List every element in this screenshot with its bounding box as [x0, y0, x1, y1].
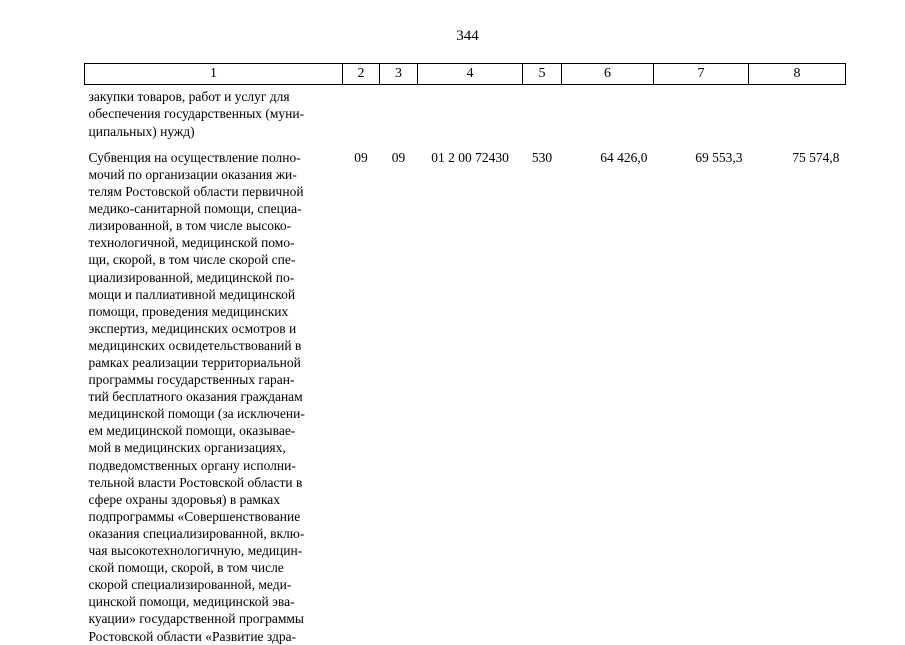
column-header: 4 [418, 64, 523, 85]
description-line: подпрограммы «Совершенствование [88, 508, 301, 524]
row-spacer [85, 140, 846, 149]
description-line: телям Ростовской области первичной [88, 184, 304, 200]
description-line: скорой специализированной, меди- [88, 577, 292, 593]
column-header: 5 [523, 64, 562, 85]
row-description [85, 149, 343, 645]
page-number: 344 [456, 28, 479, 44]
column-header: 7 [654, 64, 749, 85]
subsection-code: 09 [391, 149, 406, 165]
description-line: мочий по организации оказания жи- [88, 166, 297, 182]
description-line: технологичной, медицинской помо- [88, 235, 295, 251]
description-line: тий бесплатного оказания гражданам [88, 389, 303, 405]
description-line: помощи, проведения медицинских [88, 303, 289, 319]
description-line: закупки товаров, работ и услуг для [88, 89, 290, 104]
column-header: 6 [562, 64, 654, 85]
amount-year-2: 69 553,3 [695, 149, 743, 165]
description-line: чая высокотехнологичную, медицин- [88, 543, 303, 559]
description-line: лизированной, в том числе высоко- [88, 218, 292, 234]
description-line: рамках реализации территориальной [88, 355, 301, 371]
section-code: 09 [354, 149, 368, 165]
description-line: ципальных) нужд) [88, 123, 195, 139]
amount-year-1: 64 426,0 [600, 149, 648, 165]
description-line: экспертиз, медицинских осмотров и [88, 320, 297, 336]
description-line: ем медицинской помощи, оказывае- [88, 423, 296, 439]
column-header: 3 [380, 64, 418, 85]
description-line: мой в медицинских организациях, [88, 440, 286, 456]
description-line: сфере охраны здоровья) в рамках [88, 491, 281, 507]
description-line: мощи и паллиативной медицинской [88, 286, 296, 302]
column-header: 2 [343, 64, 380, 85]
column-header: 8 [749, 64, 846, 85]
table-row-continued [85, 85, 846, 140]
description-line: щи, скорой, в том числе скорой спе- [88, 252, 296, 268]
description-line: оказания специализированной, вклю- [88, 525, 305, 541]
table-row [85, 149, 846, 645]
expense-type-code: 530 [531, 149, 553, 165]
description-line: медико-санитарной помощи, специа- [88, 201, 302, 217]
description-line: обеспечения государственных (муни- [88, 106, 305, 122]
amount-year-3: 75 574,8 [792, 149, 840, 165]
description-line: ской помощи, скорой, в том числе [88, 560, 284, 576]
target-article-code: 01 2 00 72430 [431, 149, 509, 165]
description-line: медицинских освидетельствований в [88, 337, 302, 353]
description-line: циализированной, медицинской по- [88, 269, 295, 285]
budget-table [84, 63, 846, 645]
description-line: программы государственных гаран- [88, 372, 295, 388]
description-line: Субвенция на осуществление полно- [88, 149, 301, 165]
description-line: цинской помощи, медицинской эва- [88, 594, 295, 610]
description-line: подведомственных органу исполни- [88, 457, 296, 473]
description-line: куации» государственной программы [88, 611, 304, 627]
description-line: медицинской помощи (за исключени- [88, 406, 305, 422]
table-header-row [85, 64, 846, 85]
column-header: 1 [85, 64, 343, 85]
description-line: тельной власти Ростовской области в [88, 474, 303, 490]
description-line: Ростовской области «Развитие здра- [88, 628, 297, 644]
row-description [85, 85, 343, 140]
